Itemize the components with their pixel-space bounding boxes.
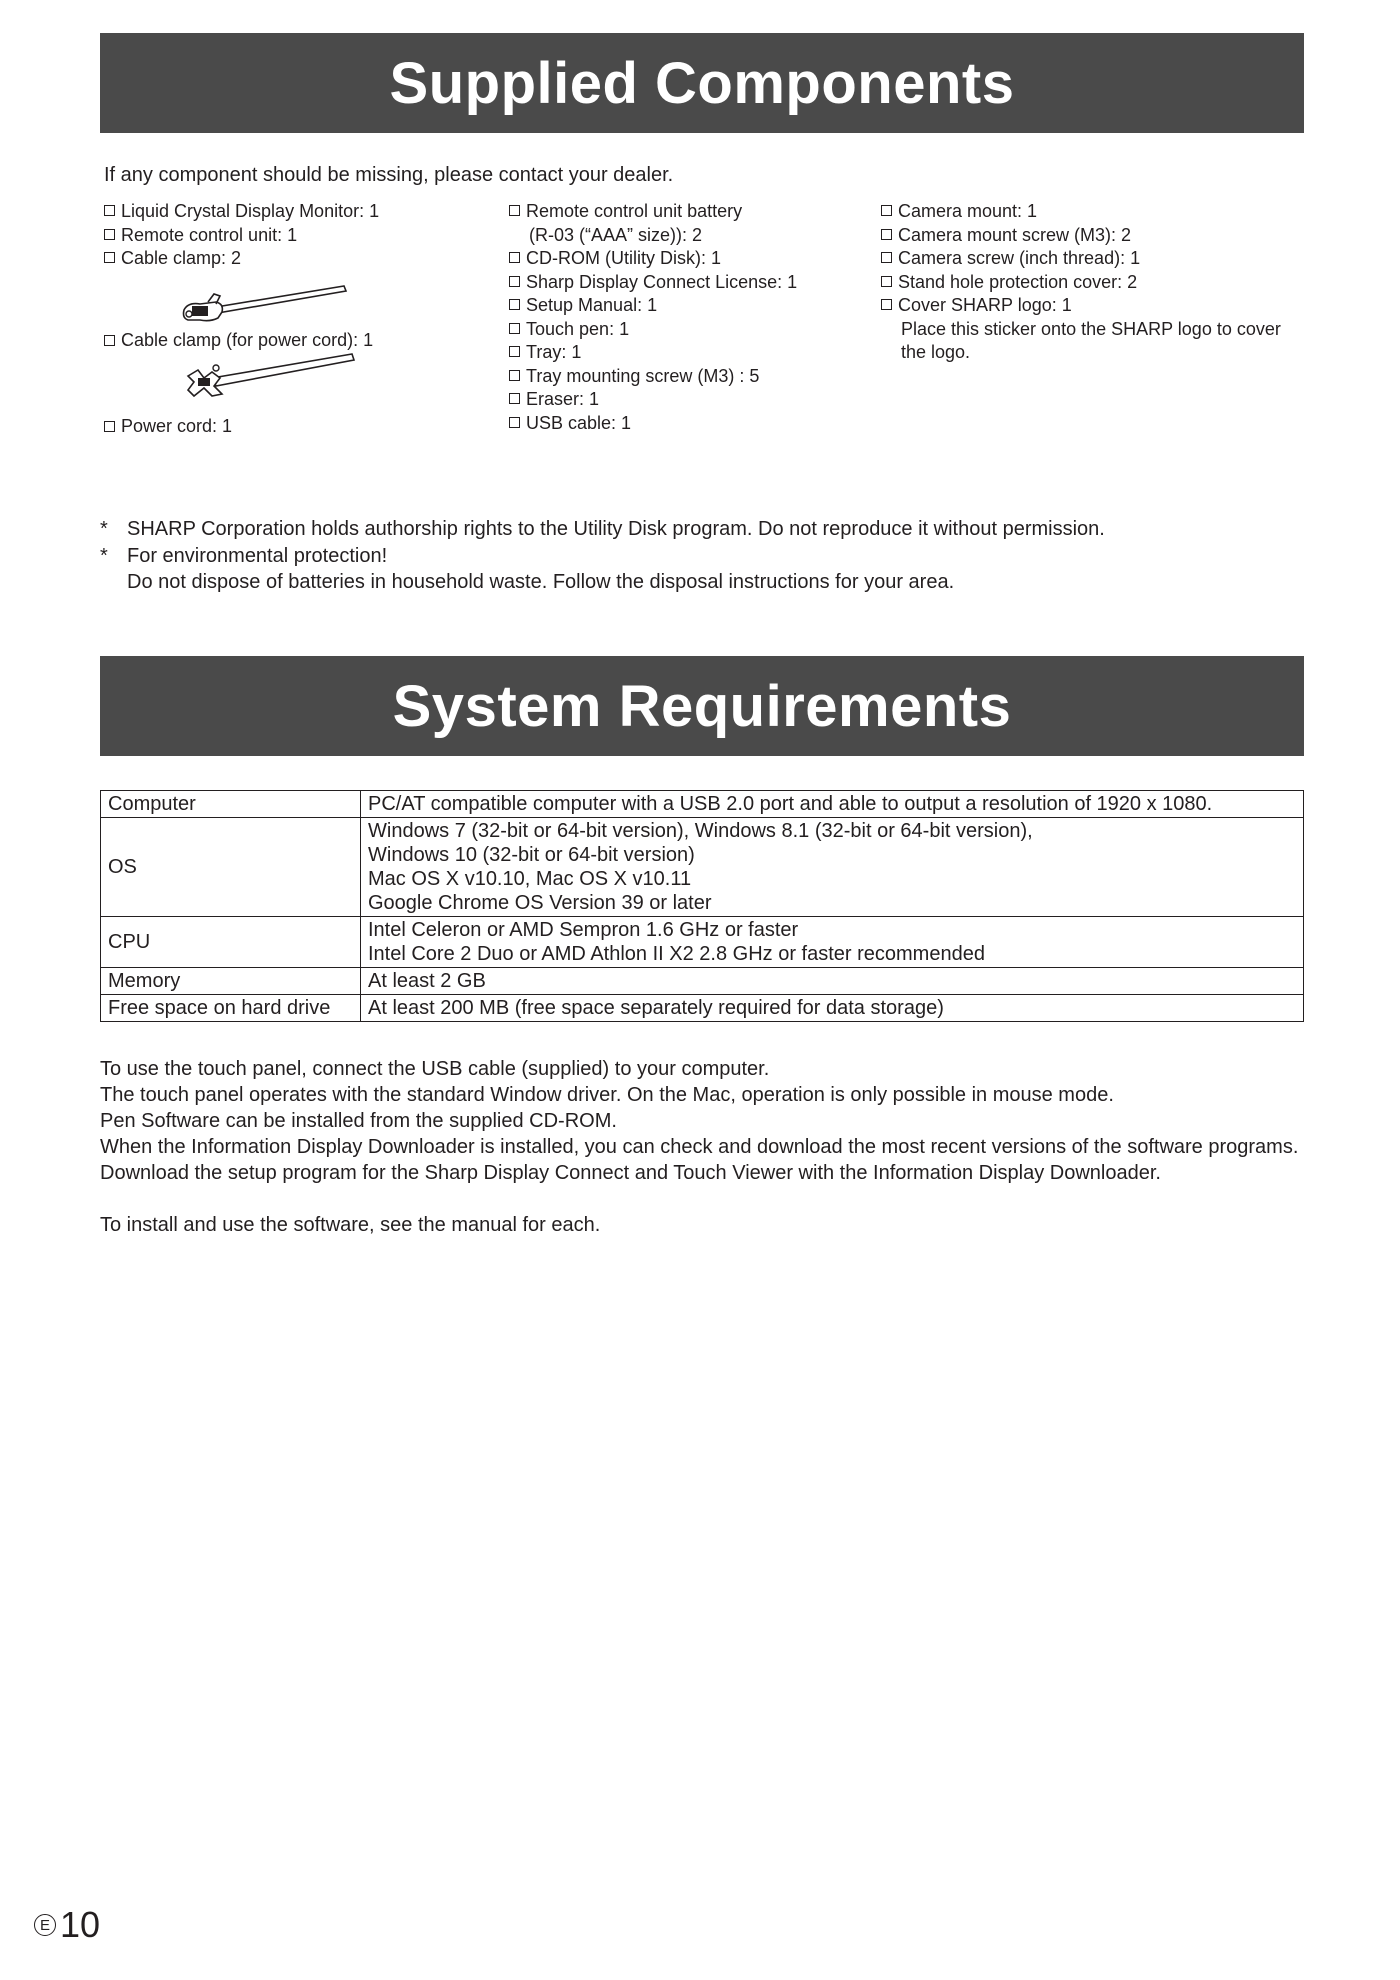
component-item: [509, 318, 797, 342]
requirements-notes: [100, 1056, 1310, 1238]
row-label: CPU: [101, 917, 361, 968]
component-label: Cable clamp: 2: [121, 248, 242, 268]
component-label: Remote control unit: 1: [121, 224, 298, 245]
language-e-icon: E: [34, 1914, 56, 1936]
component-item: [509, 294, 797, 318]
component-label: Eraser: 1: [526, 389, 600, 409]
note-item: [100, 516, 1105, 543]
component-label: Sharp Display Connect License: 1: [526, 271, 798, 292]
row-value: [361, 818, 1304, 917]
checkbox-icon: [881, 229, 892, 240]
component-detail: (R-03 (“AAA” size)): 2: [529, 224, 703, 245]
component-label: Camera screw (inch thread): 1: [898, 248, 1141, 268]
table-row: [101, 968, 1304, 995]
paragraph: Download the setup program for the Sharp Display Connect and Touch Viewer with the Information Display Downloader.: [100, 1162, 1161, 1184]
supplied-components-heading: Supplied Components: [100, 33, 1304, 133]
asterisk: *: [100, 544, 108, 567]
paragraph: When the Information Display Downloader is installed, you can check and download the most recent versions of the software programs.: [100, 1136, 1299, 1158]
component-detail: Place this sticker onto the SHARP logo to cover: [901, 318, 1281, 339]
system-requirements-heading: System Requirements: [100, 656, 1304, 756]
component-item: [104, 247, 379, 271]
checkbox-icon: [881, 205, 892, 216]
component-label: Power cord: 1: [121, 416, 233, 436]
component-detail: the logo.: [901, 342, 971, 362]
component-label: Cover SHARP logo: 1: [898, 295, 1072, 315]
component-item: [509, 200, 797, 224]
value-line: At least 2 GB: [368, 970, 486, 992]
page-number-text: 10: [60, 1904, 101, 1945]
component-item: [881, 294, 1281, 318]
value-line: Intel Celeron or AMD Sempron 1.6 GHz or faster: [368, 919, 799, 941]
component-item: [509, 247, 797, 271]
checkbox-icon: [104, 335, 115, 346]
component-item: [881, 224, 1281, 248]
note-text: For environmental protection!: [127, 544, 388, 567]
row-label: Memory: [101, 968, 361, 995]
paragraph: Pen Software can be installed from the supplied CD-ROM.: [100, 1110, 617, 1132]
component-item: [509, 365, 797, 389]
power-cord-clamp-illustration: [182, 352, 358, 402]
paragraph: The touch panel operates with the standard Window driver. On the Mac, operation is only possible in mouse mode.: [100, 1084, 1114, 1106]
note-text: SHARP Corporation holds authorship rights to the Utility Disk program. Do not reproduce it without permission.: [127, 518, 1105, 540]
supplied-intro: If any component should be missing, please contact your dealer.: [104, 164, 674, 186]
checkbox-icon: [881, 252, 892, 263]
notes: [100, 516, 1105, 596]
paragraph: To use the touch panel, connect the USB cable (supplied) to your computer.: [100, 1058, 770, 1080]
component-label: Cable clamp (for power cord): 1: [121, 330, 374, 350]
spacer: [100, 1186, 1310, 1212]
row-value: [361, 791, 1304, 818]
value-line: PC/AT compatible computer with a USB 2.0 port and able to output a resolution of 1920 x 1080.: [368, 793, 1213, 815]
value-line: Windows 7 (32-bit or 64-bit version), Windows 8.1 (32-bit or 64-bit version),: [368, 820, 1033, 842]
checkbox-icon: [509, 205, 520, 216]
component-item: [509, 412, 797, 436]
checkbox-icon: [104, 229, 115, 240]
component-label: Stand hole protection cover: 2: [898, 271, 1138, 292]
checkbox-icon: [509, 417, 520, 428]
note-item: [100, 543, 1105, 570]
row-value: [361, 968, 1304, 995]
component-label: Tray: 1: [526, 342, 582, 362]
components-column-3: [881, 200, 1281, 365]
checkbox-icon: [881, 299, 892, 310]
checkbox-icon: [509, 346, 520, 357]
value-line: Mac OS X v10.10, Mac OS X v10.11: [368, 868, 692, 890]
checkbox-icon: [509, 299, 520, 310]
component-item: [104, 416, 232, 437]
components-column-2: [509, 200, 797, 435]
table-row: [101, 818, 1304, 917]
value-line: At least 200 MB (free space separately required for data storage): [368, 997, 944, 1019]
component-label: Camera mount: 1: [898, 201, 1038, 221]
components-column-1: [104, 200, 379, 271]
checkbox-icon: [104, 205, 115, 216]
row-label: OS: [101, 818, 361, 917]
component-item: [104, 200, 379, 224]
component-item: [104, 330, 373, 351]
component-label: Liquid Crystal Display Monitor: 1: [121, 201, 380, 221]
checkbox-icon: [104, 421, 115, 432]
checkbox-icon: [881, 276, 892, 287]
component-item: [104, 224, 379, 248]
component-item: [881, 247, 1281, 271]
row-value: [361, 917, 1304, 968]
checkbox-icon: [509, 370, 520, 381]
cable-clamp-illustration: [180, 282, 350, 326]
page-number: [34, 1904, 100, 1946]
value-line: Google Chrome OS Version 39 or later: [368, 892, 712, 914]
component-item: [509, 341, 797, 365]
component-label: USB cable: 1: [526, 412, 632, 433]
table-row: [101, 791, 1304, 818]
checkbox-icon: [509, 252, 520, 263]
component-label: Camera mount screw (M3): 2: [898, 224, 1132, 245]
component-item: [881, 200, 1281, 224]
note-text: Do not dispose of batteries in household waste. Follow the disposal instructions for your area.: [127, 571, 955, 593]
requirements-table: [100, 790, 1304, 1022]
row-label: Free space on hard drive: [101, 995, 361, 1022]
asterisk: *: [100, 518, 108, 540]
table-row: [101, 995, 1304, 1022]
checkbox-icon: [104, 252, 115, 263]
value-line: Intel Core 2 Duo or AMD Athlon II X2 2.8 GHz or faster recommended: [368, 943, 985, 965]
row-value: [361, 995, 1304, 1022]
component-label: Touch pen: 1: [526, 318, 630, 339]
component-label: Remote control unit battery: [526, 201, 743, 221]
component-label: CD-ROM (Utility Disk): 1: [526, 248, 721, 268]
component-item: [509, 388, 797, 412]
checkbox-icon: [509, 276, 520, 287]
component-item: [509, 271, 797, 295]
checkbox-icon: [509, 323, 520, 334]
checkbox-icon: [509, 393, 520, 404]
component-label: Setup Manual: 1: [526, 295, 658, 315]
row-label: Computer: [101, 791, 361, 818]
paragraph: To install and use the software, see the manual for each.: [100, 1214, 601, 1236]
component-label: Tray mounting screw (M3) : 5: [526, 365, 760, 386]
value-line: Windows 10 (32-bit or 64-bit version): [368, 844, 695, 866]
component-item: [881, 271, 1281, 295]
table-row: [101, 917, 1304, 968]
